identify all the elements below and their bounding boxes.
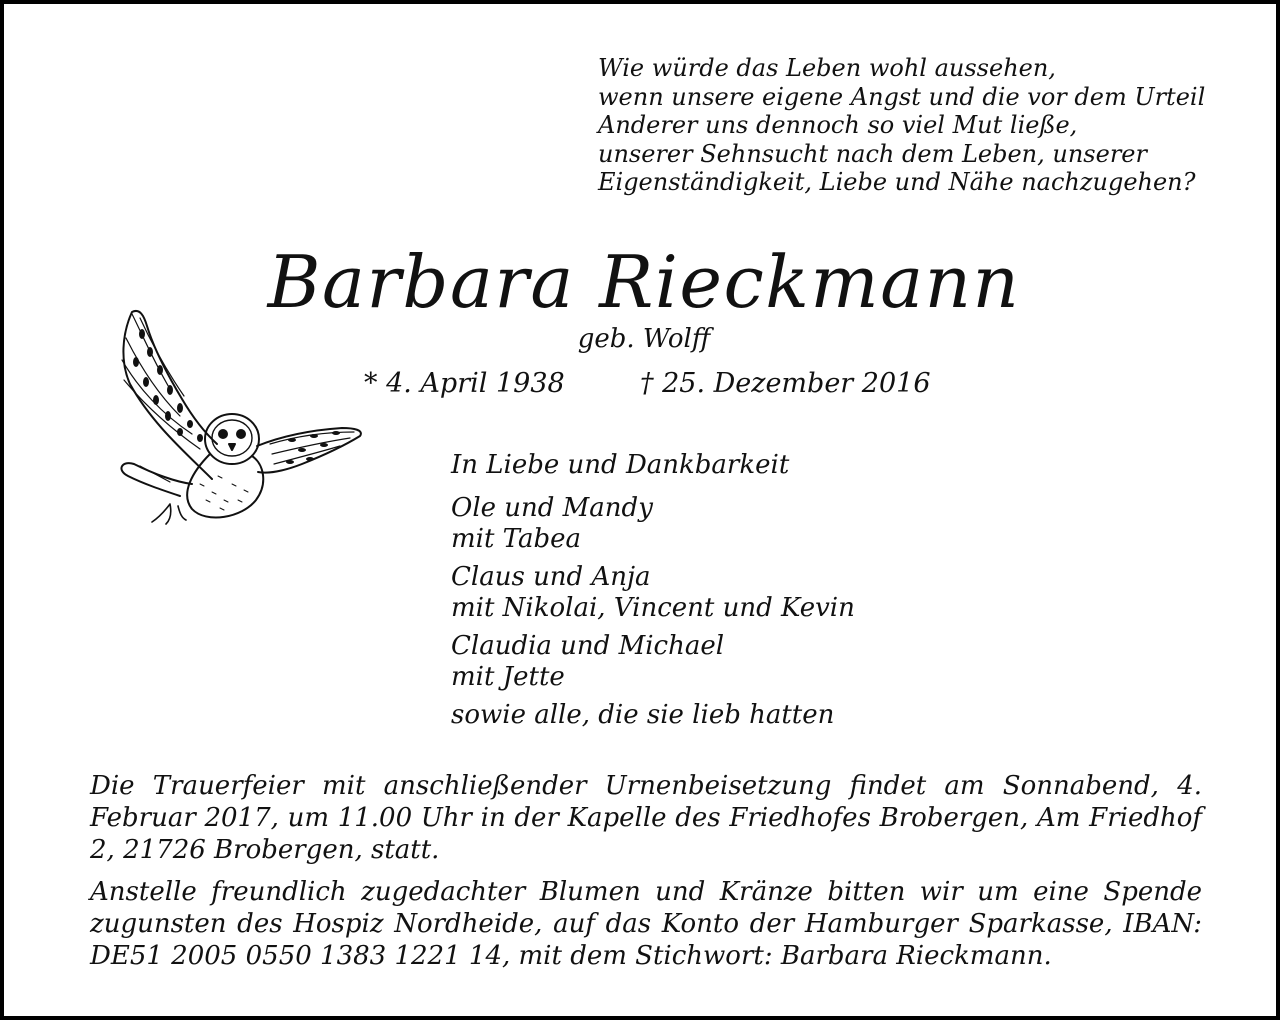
mourner-group	[451, 562, 855, 624]
epigraph-quote	[598, 54, 1238, 197]
quote-line: wenn unsere eigene Angst und die vor dem Urteil	[598, 82, 1206, 111]
flying-owl-icon	[92, 304, 372, 529]
quote-line: Eigenständigkeit, Liebe und Nähe nachzugehen?	[598, 168, 1196, 196]
mourner-names: Ole und Mandy	[451, 493, 653, 523]
mourners-closing: sowie alle, die sie lieb hatten	[451, 700, 835, 730]
mourner-names: Claudia und Michael	[451, 631, 725, 661]
birth-date: * 4. April 1938	[364, 368, 565, 399]
mourners-list	[451, 450, 855, 731]
mourner-children: mit Tabea	[451, 524, 582, 554]
quote-line: Wie würde das Leben wohl aussehen,	[598, 54, 1056, 82]
mourner-names: Claus und Anja	[451, 562, 651, 592]
mourner-group	[451, 493, 855, 555]
mourners-intro: In Liebe und Dankbarkeit	[451, 450, 790, 480]
mourner-group	[451, 631, 855, 693]
quote-line: unserer Sehnsucht nach dem Leben, unserer	[598, 139, 1147, 168]
maiden-name: geb. Wolff	[577, 324, 711, 354]
deceased-name: Barbara Rieckmann	[267, 240, 1021, 324]
death-date: † 25. Dezember 2016	[640, 368, 931, 399]
donation-notice: Anstelle freundlich zugedachter Blumen und Kränze bitten wir um eine Spende zugunsten des Hospiz Nordheide, auf das Konto der Hamburger Sparkasse, IBAN: DE51 2005 0550 1383 1221 14, mit dem Stichwort: Barbara Rieckmann.	[90, 877, 1202, 971]
funeral-notice: Die Trauerfeier mit anschließender Urnenbeisetzung findet am Sonnabend, 4. Februar 2017, um 11.00 Uhr in der Kapelle des Friedhofes Brobergen, Am Friedhof 2, 21726 Brobergen, statt.	[90, 771, 1202, 865]
mourner-children: mit Nikolai, Vincent und Kevin	[451, 593, 855, 623]
mourner-children: mit Jette	[451, 662, 565, 692]
quote-line: Anderer uns dennoch so viel Mut ließe,	[598, 111, 1078, 139]
